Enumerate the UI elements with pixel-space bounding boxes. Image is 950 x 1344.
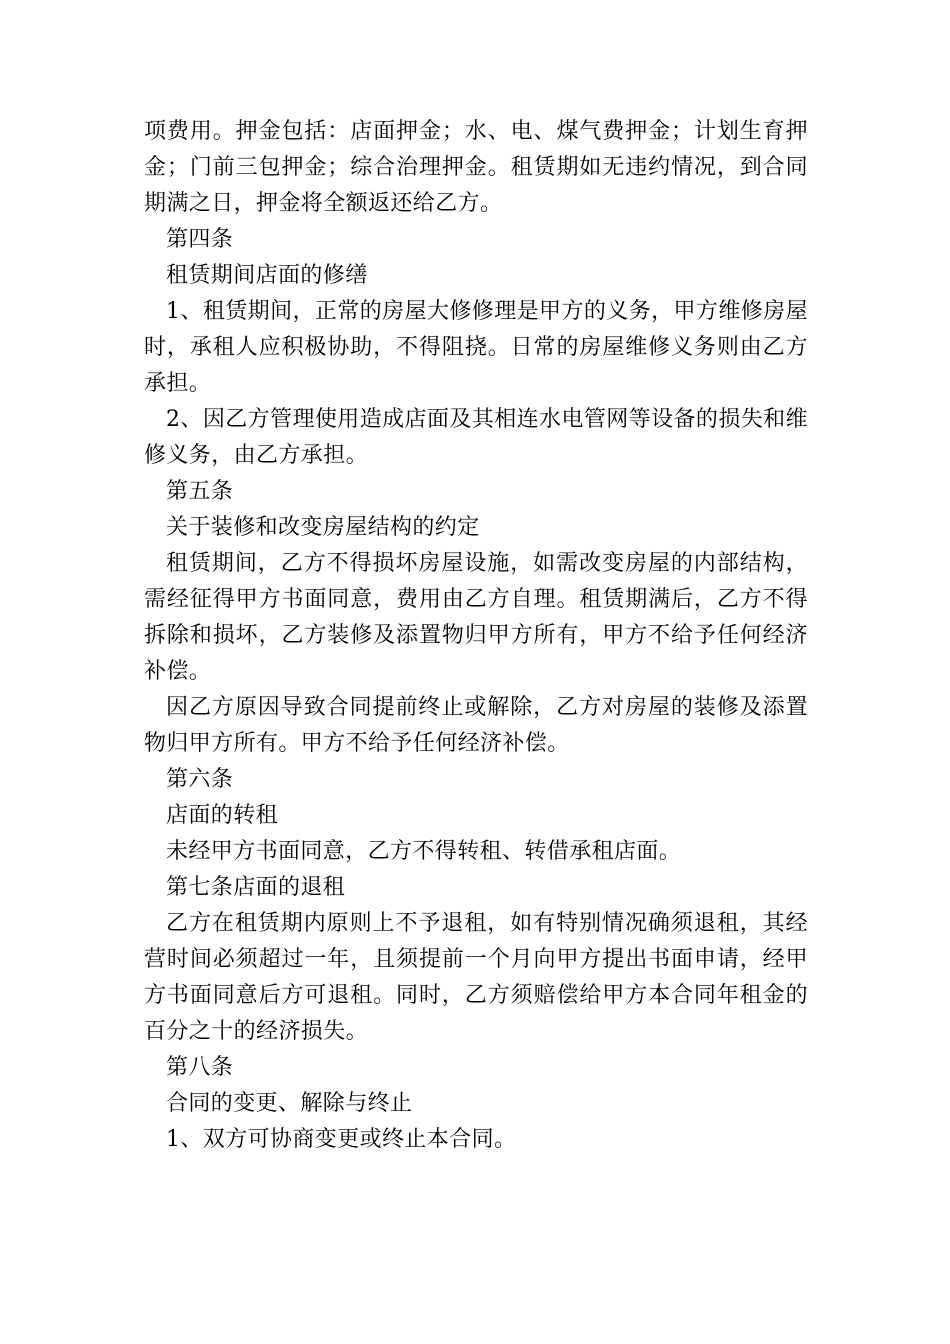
article-8-heading: 第八条: [166, 1055, 234, 1080]
article-6-paragraph: 未经甲方书面同意，乙方不得转租、转借承租店面。: [166, 839, 682, 864]
article-5-paragraph-1: 租赁期间，乙方不得损坏房屋设施，如需改变房屋的内部结构，需经征得甲方书面同意，费用由乙方自理。租赁期满后，乙方不得拆除和损坏，乙方装修及添置物归甲方所有，甲方不给予任何经济补偿。: [144, 551, 808, 684]
article-7-heading: 第七条店面的退租: [166, 875, 346, 900]
article-4-heading: 第四条: [166, 227, 234, 252]
article-7-paragraph: 乙方在租赁期内原则上不予退租，如有特别情况确须退租，其经营时间必须超过一年，且须提前一个月向甲方提出书面申请，经甲方书面同意后方可退租。同时，乙方须赔偿给甲方本合同年租金的百分之十的经济损失。: [144, 911, 808, 1044]
article-4-title: 租赁期间店面的修缮: [166, 263, 368, 288]
article-5-paragraph-2: 因乙方原因导致合同提前终止或解除，乙方对房屋的装修及添置物归甲方所有。甲方不给予任何经济补偿。: [144, 695, 808, 756]
article-5-heading: 第五条: [166, 479, 234, 504]
document-body: [144, 114, 808, 1158]
article-6-heading: 第六条: [166, 767, 234, 792]
article-8-clause-1: 1、双方可协商变更或终止本合同。: [166, 1127, 517, 1152]
article-8-title: 合同的变更、解除与终止: [166, 1091, 413, 1116]
article-5-title: 关于装修和改变房屋结构的约定: [166, 515, 480, 540]
article-4-clause-1: 1、租赁期间，正常的房屋大修修理是甲方的义务，甲方维修房屋时，承租人应积极协助，不得阻挠。日常的房屋维修义务则由乙方承担。: [144, 299, 808, 396]
article-6-title: 店面的转租: [166, 803, 279, 828]
article-4-clause-2: 2、因乙方管理使用造成店面及其相连水电管网等设备的损失和维修义务，由乙方承担。: [144, 407, 808, 468]
paragraph-deposit-continuation: 项费用。押金包括：店面押金；水、电、煤气费押金；计划生育押金；门前三包押金；综合治理押金。租赁期如无违约情况，到合同期满之日，押金将全额返还给乙方。: [144, 119, 808, 216]
